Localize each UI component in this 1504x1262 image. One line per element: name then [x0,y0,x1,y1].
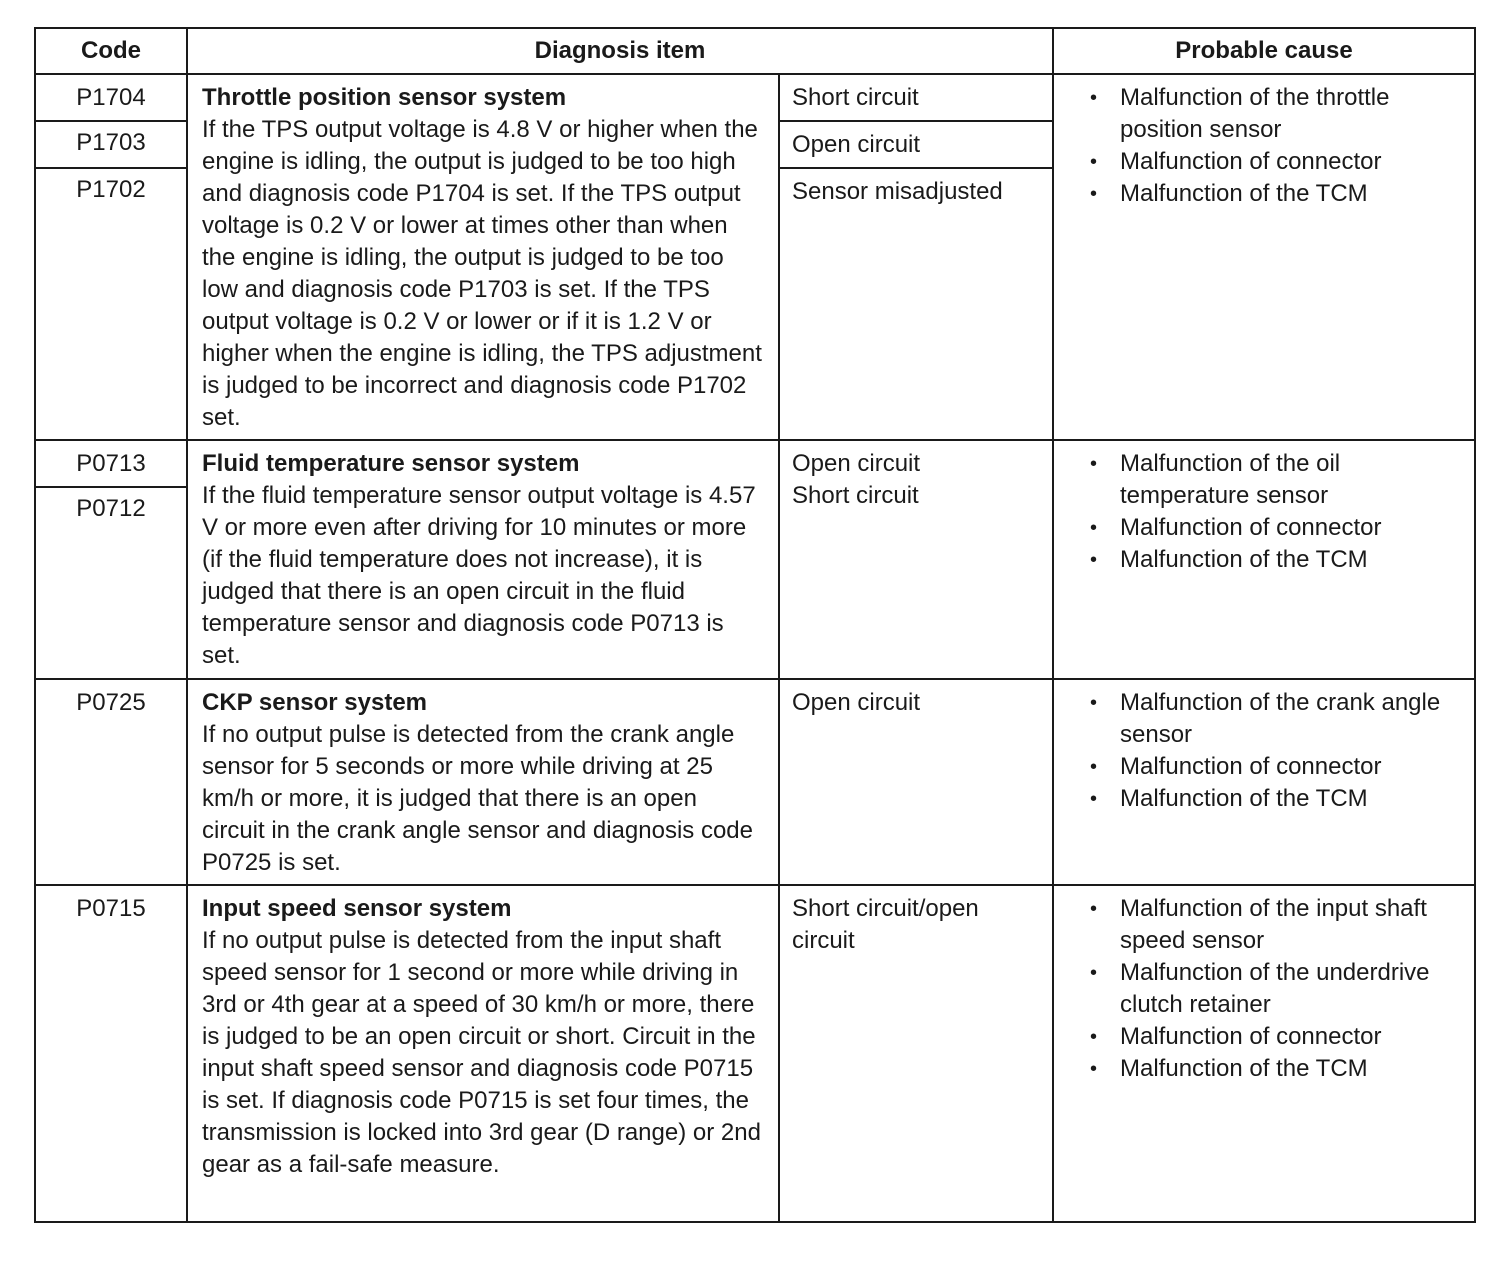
list-item [1090,146,1464,178]
cause-text: Malfunction of connector [1120,148,1382,175]
bullet-icon: • [1090,87,1098,109]
bullet-icon: • [1090,692,1098,714]
diagnosis-item-description: If the TPS output voltage is 4.8 V or higher when the engine is idling, the output is judged to be too high and diagnosis code P1704 is set. If the TPS output voltage is 0.2 V or lower at times other than when the engine is idling, the output is judged to be too low and diagnosis code P1703 is set. If the TPS output voltage is 0.2 V or lower or if it is 1.2 V or higher when the engine is idling, the TPS adjustment is judged to be incorrect and diagnosis code P1702 set. [202,116,762,431]
list-item [1090,1021,1464,1053]
code-cell: P0713 [35,440,187,487]
cause-text: Malfunction of the underdrive clutch retainer [1120,959,1430,1018]
list-item [1090,82,1464,146]
diagnosis-code-table [34,27,1476,1223]
condition-cell [779,440,1053,679]
list-item [1090,957,1464,1021]
diagnosis-item-description: If no output pulse is detected from the crank angle sensor for 5 seconds or more while driving at 25 km/h or more, it is judged that there is an open circuit in the crank angle sensor and diagnosis code P0725 is set. [202,721,753,876]
condition-cell [779,679,1053,885]
probable-cause-cell [1053,679,1475,885]
diagnosis-item-description: If no output pulse is detected from the input shaft speed sensor for 1 second or more while driving in 3rd or 4th gear at a speed of 30 km/h or more, there is judged to be an open circuit or short. Circuit in the input shaft speed sensor and diagnosis code P0715 is set. If diagnosis code P0715 is set four times, the transmission is locked into 3rd gear (D range) or 2nd gear as a fail-safe measure. [202,927,761,1178]
bullet-icon: • [1090,453,1098,475]
probable-cause-cell [1053,885,1475,1222]
bullet-icon: • [1090,1026,1098,1048]
header-probable-cause: Probable cause [1053,28,1475,74]
cause-list [1090,448,1464,576]
bullet-icon: • [1090,1058,1098,1080]
condition-text: Open circuit [792,689,921,716]
bullet-icon: • [1090,962,1098,984]
probable-cause-cell [1053,74,1475,440]
code-cell: P1702 [35,168,187,440]
code-cell: P0715 [35,885,187,1222]
bullet-icon: • [1090,898,1098,920]
cause-text: Malfunction of the input shaft speed sensor [1120,895,1427,954]
cause-text: Malfunction of the TCM [1120,1055,1368,1082]
code-cell: P1703 [35,121,187,168]
list-item [1090,893,1464,957]
condition-cell [779,121,1053,168]
diagnosis-item-description: If the fluid temperature sensor output voltage is 4.57 V or more even after driving for 10 minutes or more (if the fluid temperature does not increase), it is judged that there is an open circuit in the fluid temperature sensor and diagnosis code P0713 is set. [202,482,756,669]
condition-text: Open circuit [792,450,921,477]
condition-cell [779,74,1053,121]
list-item [1090,544,1464,576]
table-row [35,440,1475,487]
bullet-icon: • [1090,788,1098,810]
diagnosis-item-title: Input speed sensor system [202,895,512,922]
cause-text: Malfunction of the crank angle sensor [1120,689,1441,748]
diagnosis-item-cell [187,440,779,679]
cause-list [1090,82,1464,210]
bullet-icon: • [1090,549,1098,571]
cause-list [1090,687,1464,815]
diagnosis-item-cell [187,679,779,885]
condition-text: Open circuit [792,131,921,158]
table-header-row [35,28,1475,74]
list-item [1090,448,1464,512]
probable-cause-cell [1053,440,1475,679]
list-item [1090,751,1464,783]
cause-text: Malfunction of the oil temperature sensor [1120,450,1341,509]
diagnosis-item-cell [187,885,779,1222]
table-row [35,74,1475,121]
cause-text: Malfunction of the TCM [1120,546,1368,573]
cause-text: Malfunction of the TCM [1120,180,1368,207]
diagnosis-item-cell [187,74,779,440]
code-cell: P1704 [35,74,187,121]
bullet-icon: • [1090,517,1098,539]
header-code: Code [35,28,187,74]
list-item [1090,178,1464,210]
diagnosis-item-title: CKP sensor system [202,689,427,716]
list-item [1090,512,1464,544]
table-row [35,885,1475,1222]
code-cell: P0725 [35,679,187,885]
cause-text: Malfunction of the TCM [1120,785,1368,812]
table-row [35,679,1475,885]
bullet-icon: • [1090,756,1098,778]
cause-text: Malfunction of the throttle position sensor [1120,84,1390,143]
cause-list [1090,893,1464,1085]
condition-text: Short circuit [792,482,919,509]
condition-cell [779,885,1053,1222]
condition-cell [779,168,1053,440]
diagnosis-item-title: Throttle position sensor system [202,84,567,111]
list-item [1090,1053,1464,1085]
cause-text: Malfunction of connector [1120,753,1382,780]
bullet-icon: • [1090,183,1098,205]
diagnosis-item-title: Fluid temperature sensor system [202,450,580,477]
list-item [1090,783,1464,815]
header-diagnosis-item: Diagnosis item [187,28,1053,74]
bullet-icon: • [1090,151,1098,173]
code-cell: P0712 [35,487,187,679]
cause-text: Malfunction of connector [1120,1023,1382,1050]
condition-text: Short circuit/open circuit [792,895,979,954]
condition-text: Short circuit [792,84,919,111]
condition-text: Sensor misadjusted [792,178,1003,205]
list-item [1090,687,1464,751]
cause-text: Malfunction of connector [1120,514,1382,541]
